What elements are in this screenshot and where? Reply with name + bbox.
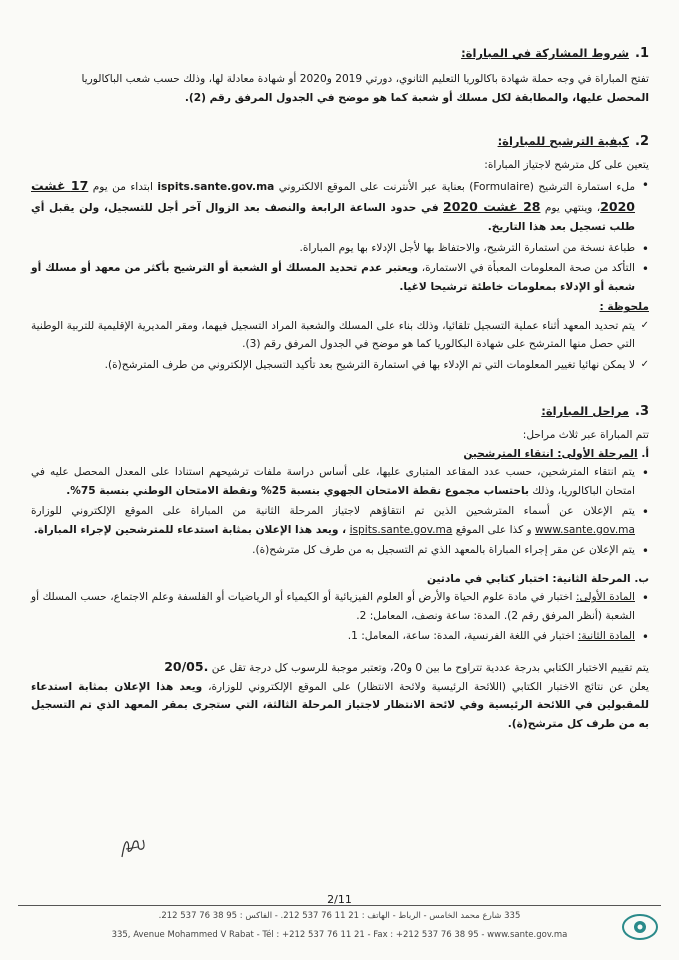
section-2-heading [498,134,649,149]
section-1-heading [461,46,649,61]
sante-link[interactable]: www.sante.gov.ma [535,523,635,536]
end-date: 28 غشت 2020 [443,199,541,215]
subject-2-text: اختبار في اللغة الفرنسية، المدة: ساعة، المعامل: 1. [347,630,575,643]
section-2-bullet-2: • طباعة نسخة من استمارة الترشيح، والاحتفاظ بها لأجل الإدلاء بها يوم المباراة. [31,239,649,258]
section-2-body [31,156,649,377]
footer-arabic-address: 335 شارع محمد الخامس - الرباط - الهاتف : 21 11 76 537 212. - الفاكس : 95 38 76 537 212. [158,911,521,921]
section-2-number: 2. [635,134,649,149]
bullet-3-text-b: ويعتبر عدم تحديد المسلك أو الشعبة أو الترشيح بأكثر من معهد أو مسلك أو شعبة أو الإدلاء بمعلومات خاطئة ترشيحا لاغيا. [31,262,635,293]
note-item-2: ✓ لا يمكن نهائيا تغيير المعلومات التي تم الإدلاء بها في استمارة الترشيح بعد تأكيد التسجيل الإلكتروني من طرف المترشح(ة). [31,356,649,375]
phase-1-bullet-1-b: باحتساب مجموع نقطة الامتحان الجهوي بنسبة 25% ونقطة الامتحان الوطني بنسبة 75%. [66,484,529,497]
section-3-intro: تتم المباراة عبر ثلاث مراحل: [522,429,649,441]
evaluation-text: يتم تقييم الاختبار الكتابي بدرجة عددية تتراوح ما بين 0 و20، وتعتبر موجبة للرسوب كل درجة تقل عن [211,661,649,674]
results-text-a: يعلن عن نتائج الاختبار الكتابي (اللائحة الرئيسية ولائحة الانتظار) على الموقع الإلكتروني للوزارة، [208,680,649,693]
phase-1-bullet-2-b: و كذا على الموقع [455,523,532,536]
phase-1-title: المرحلة الأولى: انتقاء المترشحين [463,447,638,460]
ispits-link[interactable]: ispits.sante.gov.ma [157,180,275,193]
bullet-1-deadline: في حدود الساعة الرابعة والنصف بعد الزوال آخر أجل للتسجيل، ولن يقبل أي طلب تسجيل بعد هذا التاريخ. [31,202,635,234]
evaluation-line [31,656,649,678]
phase-1-bullet-3: • يتم الإعلان عن مقر إجراء المباراة بالمعهد الذي تم التسجيل به من طرف كل مترشح(ة). [31,541,649,560]
section-2-intro: يتعين على كل مترشح لاجتياز المباراة: [484,159,649,171]
page-number: 2/11 [327,893,352,906]
note-title: ملحوظة : [599,301,649,314]
section-2-bullet-3 [31,259,649,296]
section-1-line-1: تفتح المباراة في وجه حملة شهادة باكالوريا التعليم الثانوي، دورتي 2019 و2020 أو شهادة معادلة لها، وذلك حسب شعب الباكالوريا [81,73,649,85]
bullet-1-text-a: ملء استمارة الترشيح (Formulaire) بعناية عبر الأنترنت على الموقع الالكتروني [278,180,636,193]
subject-2-label: المادة الثانية: [577,630,635,643]
section-3-heading [541,404,649,419]
evaluation-threshold: 20/05. [164,658,209,674]
section-3-title: مراحل المباراة: [541,404,629,418]
section-1-line-2: المحصل عليها، والمطابقة لكل مسلك أو شعبة كما هو موضح في الجدول المرفق رقم (2). [184,91,649,104]
subject-1-text: اختبار في مادة علوم الحياة والأرض أو العلوم الفيزيائية أو الكيمياء أو الرياضيات أو الفلسفة وعلم الاجتماع، حسب المسلك أو الشعبة (أنظر المرفق رقم 2). المدة: ساعة ونصف، المعامل: 2. [31,591,635,622]
footer-french-address: 335, Avenue Mohammed V Rabat - Tél : +212 537 76 11 21 - Fax : +212 537 76 38 95 - www.sante.gov.ma [111,930,568,940]
results-text-b: ويعد هذا الإعلان بمثابة استدعاء للمقبولين في اللائحة الرئيسية وفي لائحة الانتظار لاجتياز المرحلة الثالثة، التي ستجرى بمقر المعهد الذي تم التسجيل به من طرف كل مترشح(ة). [31,680,649,730]
phase-1-label: أ. [641,447,649,460]
bullet-3-text-a: التأكد من صحة المعلومات المعبأة في الاستمارة، [421,262,635,275]
section-2-bullet-1 [31,175,649,237]
bullet-1-text-c: ، وينتهي يوم [544,202,601,215]
phase-1-bullet-2 [31,502,649,539]
bullet-1-text-b: ابتداء من يوم [92,180,153,193]
section-1-number: 1. [635,46,649,61]
section-3-body [31,426,649,733]
phase-1-bullet-2-c: ، ويعد هذا الإعلان بمثابة استدعاء للمترشحين لإجراء المباراة. [33,523,347,536]
note-item-1: ✓ يتم تحديد المعهد أثناء عملية التسجيل تلقائيا، وذلك بناء على المسلك والشعبة المراد التسجيل فيهما، ومقر المديرية الإقليمية للتربية الوطنية التي حصل منها المترشح على شهادة البكالوريا كما هو موضح في الجدول المرفق رقم (3). [31,317,649,354]
results-paragraph [31,678,649,734]
ministry-logo-icon [620,910,660,944]
section-1-body [31,70,649,107]
signature-initials [118,835,148,861]
section-2-title: كيفية الترشيح للمباراة: [497,134,629,148]
phase-2-bullet-1 [31,588,649,625]
phase-1-bullet-1 [31,463,649,500]
phase-2-title: ب. المرحلة الثانية: اختبار كتابي في مادتين [427,572,649,585]
footer-divider [18,905,661,906]
phase-2-bullet-2 [31,627,649,646]
start-date: 17 غشت 2020 [31,177,635,215]
phase-1-heading [31,445,649,464]
ispits-link-2[interactable]: ispits.sante.gov.ma [349,523,453,536]
section-3-number: 3. [635,404,649,419]
phase-1-bullet-2-a: يتم الإعلان عن أسماء المترشحين الذين تم انتقاؤهم لاجتياز المرحلة الثانية من المباراة على الموقع الإلكتروني للوزارة [31,505,635,518]
section-1-title: شروط المشاركة في المباراة: [461,46,629,60]
phase-1-bullet-1-a: يتم انتقاء المترشحين، حسب عدد المقاعد المتبارى عليها، على أساس دراسة ملفات ترشيحهم استنادا على المعدل المحصل عليه في امتحان الباكالوريا، وذلك [31,466,635,497]
subject-1-label: المادة الأولى: [575,591,635,604]
